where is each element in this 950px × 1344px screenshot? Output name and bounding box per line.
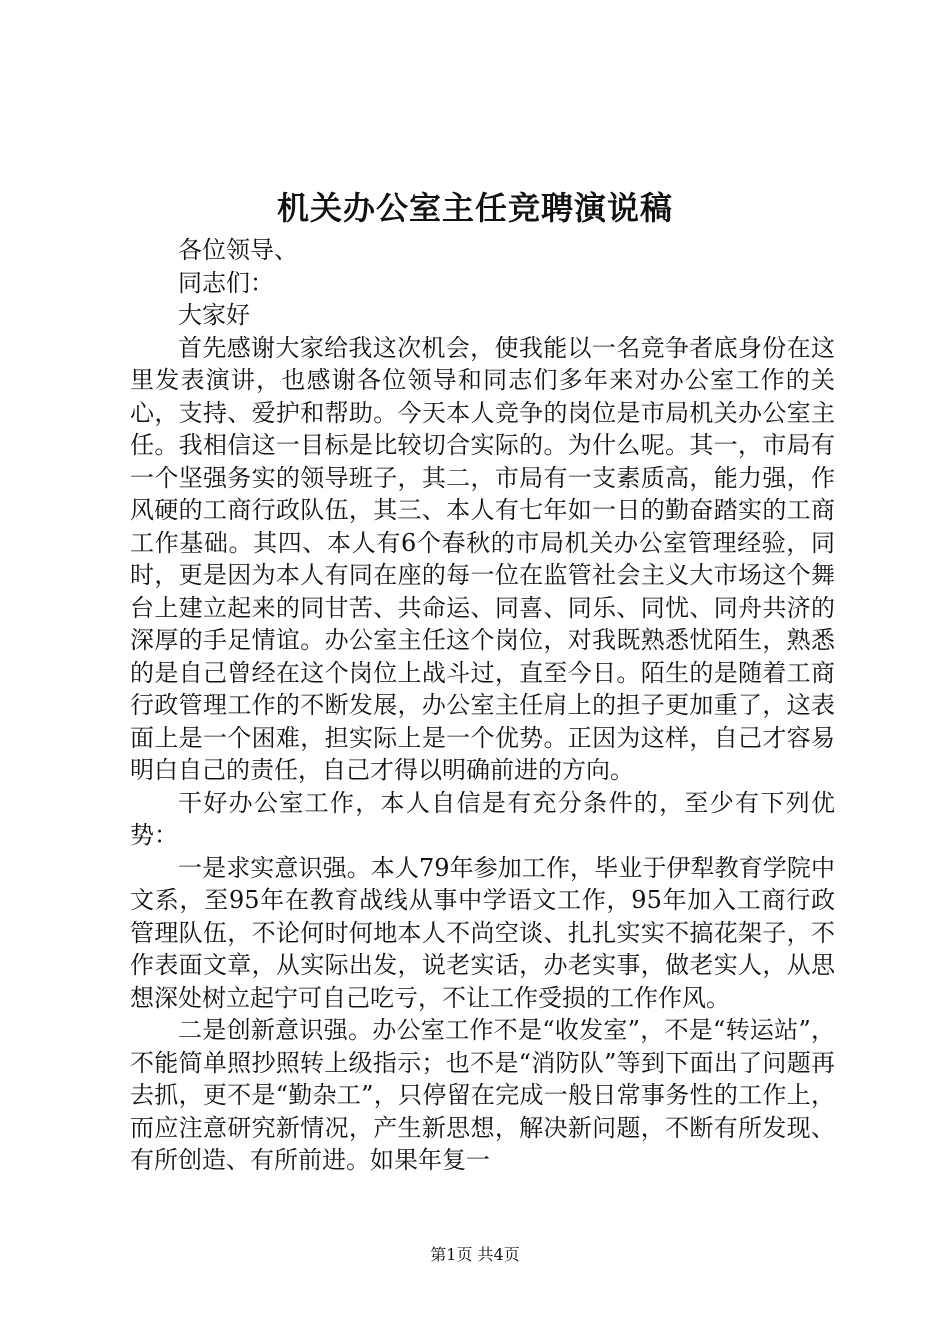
body-paragraph: 一是求实意识强。本人79年参加工作，毕业于伊犁教育学院中文系，至95年在教育战线从事中学语文工作，95年加入工商行政管理队伍，不论何时何地本人不尚空谈、扎扎实实不搞花架子，不作表面文章，从实际出发，说老实话，办老实事，做老实人，从思想深处树立起宁可自己吃亏，不让工作受损的工作作风。 (130, 853, 835, 1012)
page-number-footer: 第1页 共4页 (430, 1245, 520, 1264)
document-title: 机关办公室主任竞聘演说稿 (276, 189, 673, 227)
document-body (130, 234, 835, 1177)
body-paragraph: 二是创新意识强。办公室工作不是“收发室”，不是“转运站”，不能简单照抄照转上级指示；也不是“消防队”等到下面出了问题再去抓，更不是“勤杂工”，只停留在完成一般日常事务性的工作上，而应注意研究新情况，产生新思想，解决新问题，不断有所发现、有所创造、有所前进。如果年复一 (130, 1016, 835, 1174)
greeting: 大家好 (178, 301, 250, 329)
salutation-leaders: 各位领导、 (178, 236, 298, 264)
body-paragraph: 干好办公室工作，本人自信是有充分条件的，至少有下列优势： (130, 788, 835, 849)
salutation-comrades: 同志们： (178, 268, 274, 297)
body-paragraph: 首先感谢大家给我这次机会，使我能以一名竞争者底身份在这里发表演讲，也感谢各位领导和同志们多年来对办公室工作的关心，支持、爱护和帮助。今天本人竞争的岗位是市局机关办公室主任。我相信这一目标是比较切合实际的。为什么呢。其一，市局有一个坚强务实的领导班子，其二，市局有一支素质高，能力强，作风硬的工商行政队伍，其三、本人有七年如一日的勤奋踏实的工商工作基础。其四、本人有6个春秋的市局机关办公室管理经验，同时，更是因为本人有同在座的每一位在监管社会主义大市场这个舞台上建立起来的同甘苦、共命运、同喜、同乐、同忧、同舟共济的深厚的手足情谊。办公室主任这个岗位，对我既熟悉忧陌生，熟悉的是自己曾经在这个岗位上战斗过，直至今日。陌生的是随着工商行政管理工作的不断发展，办公室主任肩上的担子更加重了，这表面上是一个困难，担实际上是一个优势。正因为这样，自己才容易明白自己的责任，自己才得以明确前进的方向。 (130, 333, 835, 784)
